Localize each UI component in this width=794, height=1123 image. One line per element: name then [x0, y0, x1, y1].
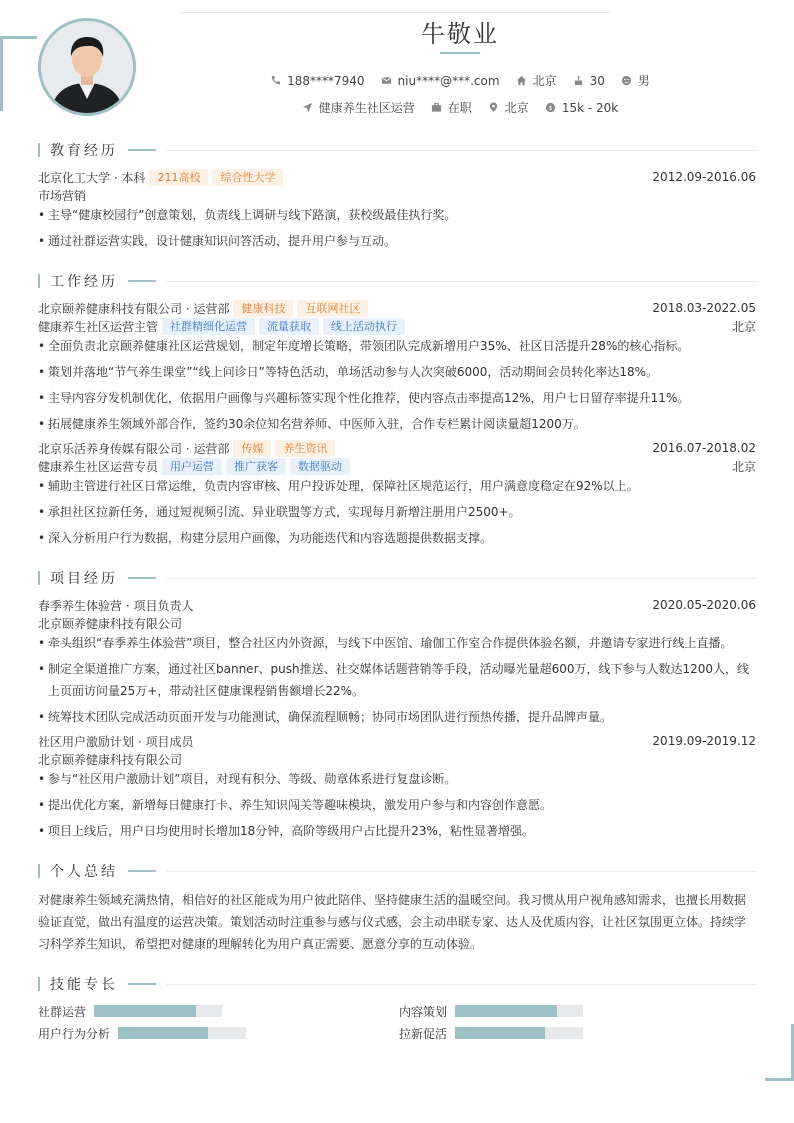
education-header — [38, 168, 756, 186]
status-info: 在职 — [431, 99, 472, 116]
school-tag: 综合性大学 — [212, 169, 283, 186]
summary-text: 对健康养生领域充满热情，相信好的社区能成为用户彼此陪伴、坚持健康生活的温暖空间。我习惯从用户视角感知需求，也擅长用数据验证直觉，做出有温度的运营决策。策划活动时注重参与感与仪式感，会主动串联专家、达人及优质内容，让社区氛围更立体。持续学习科学养生知识，希望把对健康的理解转化为用户真正需要、愿意分享的互动体验。 — [38, 893, 747, 951]
skill-bar — [118, 1027, 246, 1039]
gender-info: 男 — [621, 72, 650, 89]
company-name: 北京颐养健康科技有限公司 · 运营部 — [38, 301, 230, 316]
project-2-header — [38, 732, 756, 750]
project-bullet: • 项目上线后，用户日均使用时长增加18分钟，高阶等级用户占比提升23%，粘性显著增强。 — [38, 820, 756, 842]
contact-info-row — [140, 72, 780, 89]
project-title: 春季养生体验营 · 项目负责人 — [38, 598, 194, 613]
work-bullet: • 全面负责北京颐养健康社区运营规划，制定年度增长策略，带领团队完成新增用户35%、社区日活提升28%的核心指标。 — [38, 335, 756, 357]
skill-name: 拉新促活 — [399, 1026, 448, 1041]
briefcase-icon — [431, 102, 442, 113]
location-pin-icon — [488, 102, 499, 113]
education-major-row — [38, 186, 756, 204]
gender-icon — [621, 75, 632, 86]
company-tag: 养生资讯 — [275, 440, 335, 457]
work-bullet: • 辅助主管进行社区日常运维，负责内容审核、用户投诉处理，保障社区规范运行，用户满意度稳定在92%以上。 — [38, 475, 756, 497]
work-bullet: • 深入分析用户行为数据，构建分层用户画像，为功能迭代和内容选题提供数据支撑。 — [38, 527, 756, 549]
role-tag: 流量获取 — [259, 318, 319, 335]
section-summary — [38, 862, 756, 880]
major: 市场营销 — [38, 188, 87, 203]
work-bullet: • 拓展健康养生领域外部合作，签约30余位知名营养师、中医师入驻，合作专栏累计阅读量超1200万。 — [38, 413, 756, 435]
project-bullet: • 参与“社区用户激励计划”项目，对现有积分、等级、勋章体系进行复盘诊断。 — [38, 768, 756, 790]
home-info: 北京 — [516, 72, 557, 89]
home-icon — [516, 75, 527, 86]
name-underline — [440, 52, 480, 54]
company-tag: 传媒 — [233, 440, 271, 457]
project-2-company-row — [38, 750, 756, 768]
project-bullet: • 制定全渠道推广方案，通过社区banner、push推送、社交媒体话题营销等手段，活动曝光量超600万，线下参与人数达1200人，线上页面访问量25万+，带动社区健康课程销售额增长22%。 — [38, 658, 756, 702]
project-bullet: • 统筹技术团队完成活动页面开发与功能测试，确保流程顺畅；协同市场团队进行预热传播，提升品牌声量。 — [38, 706, 756, 728]
section-education — [38, 141, 756, 159]
skill-item — [399, 1025, 583, 1041]
candidate-name: 牛敬业 — [421, 20, 499, 48]
project-date: 2019.09-2019.12 — [652, 734, 756, 748]
skill-name: 社群运营 — [38, 1004, 87, 1019]
role-title: 健康养生社区运营主管 — [38, 319, 159, 334]
skill-bar — [455, 1027, 583, 1039]
header-divider — [180, 12, 610, 13]
work-city: 北京 — [731, 319, 756, 334]
skill-bar-fill — [455, 1027, 545, 1039]
section-skills — [38, 975, 756, 993]
role-title: 健康养生社区运营专员 — [38, 459, 159, 474]
role-tag: 社群精细化运营 — [162, 318, 255, 335]
work-date: 2016.07-2018.02 — [652, 441, 756, 455]
section-work — [38, 272, 756, 290]
project-title: 社区用户激励计划 · 项目成员 — [38, 734, 194, 749]
salary-info: $ 15k - 20k — [545, 99, 618, 116]
skill-bar-fill — [455, 1005, 557, 1017]
project-1-company-row — [38, 614, 756, 632]
section-title-work: 工作经历 — [50, 274, 118, 290]
skill-name: 内容策划 — [399, 1004, 448, 1019]
company-tag: 互联网社区 — [297, 300, 368, 317]
skill-item — [38, 1003, 222, 1019]
corner-decoration-bottom-right — [765, 1024, 794, 1081]
work-2-role — [38, 457, 756, 475]
role-tag: 推广获客 — [226, 458, 286, 475]
city-info: 北京 — [488, 99, 529, 116]
work-2-header — [38, 439, 756, 457]
send-icon — [302, 102, 313, 113]
role-tag: 线上活动执行 — [323, 318, 405, 335]
skill-bar — [455, 1005, 583, 1017]
project-company: 北京颐养健康科技有限公司 — [38, 752, 183, 767]
work-bullet: • 主导内容分发机制优化，依据用户画像与兴趣标签实现个性化推荐，使内容点击率提高12%，用户七日留存率提升11%。 — [38, 387, 756, 409]
school-tag: 211高校 — [149, 169, 208, 186]
project-company: 北京颐养健康科技有限公司 — [38, 616, 183, 631]
phone-info: 188****7940 — [270, 72, 364, 89]
company-tag: 健康科技 — [233, 300, 293, 317]
education-bullet: • 通过社群运营实践，设计健康知识问答活动，提升用户参与互动。 — [38, 230, 756, 252]
money-icon — [545, 102, 556, 113]
phone-icon — [270, 75, 281, 86]
project-bullet: • 牵头组织“春季养生体验营”项目，整合社区内外资源，与线下中医馆、瑜伽工作室合作提供体验名额，并邀请专家进行线上直播。 — [38, 632, 756, 654]
project-date: 2020.05-2020.06 — [652, 598, 756, 612]
section-title-summary: 个人总结 — [50, 864, 118, 880]
job-intent-row — [140, 99, 780, 116]
role-tag: 用户运营 — [162, 458, 222, 475]
role-tag: 数据驱动 — [290, 458, 350, 475]
mail-icon — [381, 75, 392, 86]
education-date: 2012.09-2016.06 — [652, 170, 756, 184]
section-title-skills: 技能专长 — [50, 977, 118, 993]
svg-text:$: $ — [548, 103, 553, 112]
school-name: 北京化工大学 · 本科 — [38, 170, 146, 185]
company-name: 北京乐活养身传媒有限公司 · 运营部 — [38, 441, 230, 456]
email-info: niu****@***.com — [381, 72, 500, 89]
section-project — [38, 569, 756, 587]
section-title-education: 教育经历 — [50, 143, 118, 159]
skill-item — [399, 1003, 583, 1019]
target-position-info: 健康养生社区运营 — [302, 99, 415, 116]
work-bullet: • 承担社区拉新任务，通过短视频引流、异业联盟等方式，实现每月新增注册用户2500+。 — [38, 501, 756, 523]
work-date: 2018.03-2022.05 — [652, 301, 756, 315]
age-info: 30 — [573, 72, 605, 89]
cake-icon — [573, 75, 584, 86]
project-bullet: • 提出优化方案，新增每日健康打卡、养生知识闯关等趣味模块，激发用户参与和内容创作意愿。 — [38, 794, 756, 816]
project-1-header — [38, 596, 756, 614]
work-1-header — [38, 299, 756, 317]
skill-bar-fill — [118, 1027, 208, 1039]
skill-name: 用户行为分析 — [38, 1026, 111, 1041]
work-1-role — [38, 317, 756, 335]
education-bullet: • 主导“健康校园行”创意策划，负责线上调研与线下路演，获校级最佳执行奖。 — [38, 204, 756, 226]
skill-item — [38, 1025, 246, 1041]
work-city: 北京 — [731, 459, 756, 474]
section-title-project: 项目经历 — [50, 571, 118, 587]
work-bullet: • 策划并落地“节气养生课堂”“线上问诊日”等特色活动，单场活动参与人次突破6000，活动期间会员转化率达18%。 — [38, 361, 756, 383]
skill-bar — [94, 1005, 222, 1017]
skill-bar-fill — [94, 1005, 196, 1017]
